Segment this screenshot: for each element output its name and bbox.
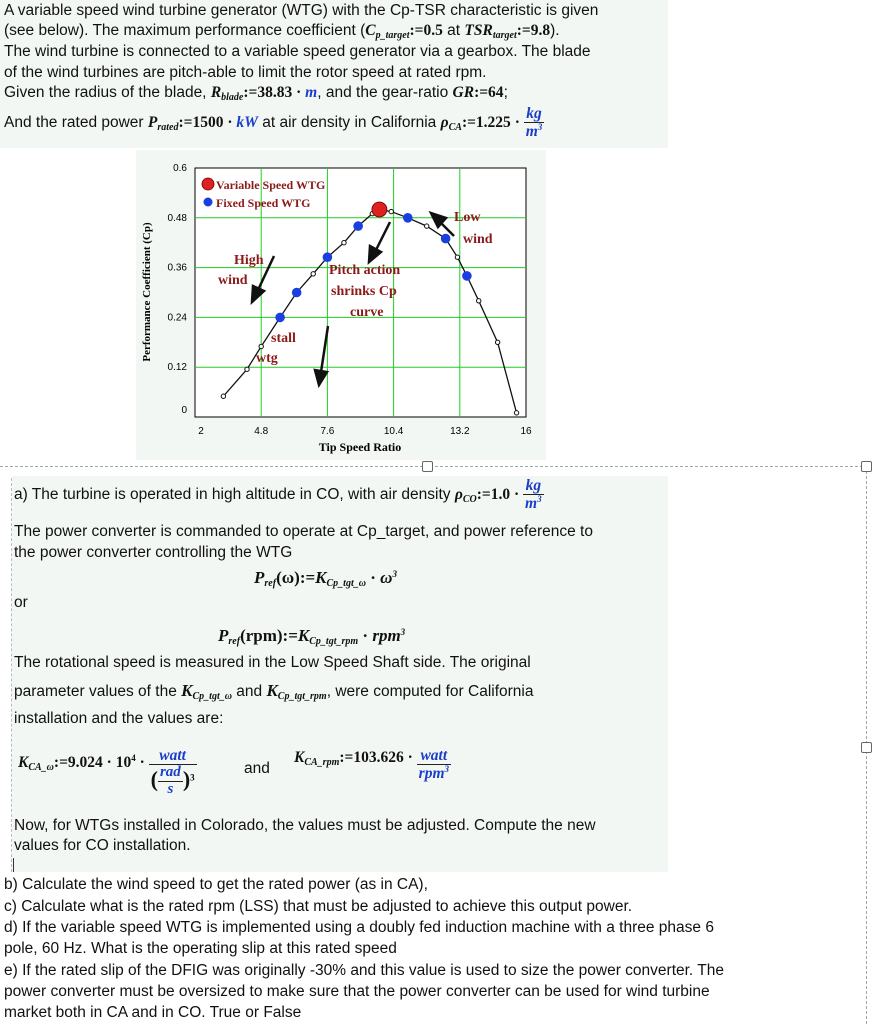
legend-variable-marker	[202, 178, 214, 190]
fixed-speed-point	[323, 252, 333, 262]
annotation-high-wind: High wind	[218, 253, 264, 288]
question-c: c) Calculate what is the rated rpm (LSS) that must be adjusted to achieve this output power.	[4, 898, 633, 915]
cp-curve-point	[477, 299, 481, 303]
rho-ca-expression: $\rho_{CA}:=1.225$ · $\frac{kg}{m^3}$	[440, 105, 543, 141]
kca-omega-expression: $K_{CA\_\omega}:=9.024 \cdot 10^4$ · watt ( $\frac{\text{rad}}{s}$ )$^3$	[18, 747, 195, 798]
rated-power-expression: $P_{rated}:=1500$ · kW	[147, 114, 258, 133]
annotation-low-wind: Low wind	[454, 210, 493, 247]
intro-line-6: And the rated power $P_{rated}:=1500$ · kW at air density in California $\rho_{CA}:=1.225$ · $\frac{kg}{m^3}$	[4, 105, 543, 141]
cp-curve-point	[342, 241, 346, 245]
region-resize-handle-right[interactable]	[861, 742, 872, 753]
question-e-line-1: e) If the rated slip of the DFIG was originally -30% and this value is used to size the power converter. The	[4, 962, 724, 979]
intro-line-5: Given the radius of the blade, $R_{blade}:=38.83 \cdot m$, and the gear-ratio GR:=64;	[4, 84, 508, 103]
legend-fixed-label: Fixed Speed WTG	[216, 196, 311, 210]
part-a-or: or	[14, 594, 28, 611]
variable-speed-point	[372, 202, 387, 217]
cp-curve-point	[245, 367, 249, 371]
part-a-line-6: installation and the values are:	[14, 710, 224, 727]
cp-curve-point	[455, 255, 459, 259]
region-resize-handle-top[interactable]	[422, 461, 433, 472]
fixed-speed-point	[353, 221, 363, 231]
cp-curve-point	[259, 344, 263, 348]
fixed-speed-point	[275, 313, 285, 323]
cp-curve-point	[311, 272, 315, 276]
cp-target-expression: $C_{p\_target}:=0.5$	[365, 22, 443, 41]
intro-line-3: The wind turbine is connected to a variable speed generator via a gearbox. The blade	[4, 43, 591, 60]
equation-pref-omega: $P_{ref}(\omega):=K_{Cp\_tgt\_\omega} \cdot \omega^3$	[254, 568, 397, 589]
annotation-pitch-action: Pitch action shrinks Cp curve	[329, 263, 401, 320]
part-a-line-2: The power converter is commanded to operate at Cp_target, and power reference to	[14, 523, 593, 540]
intro-line-1: A variable speed wind turbine generator (WTG) with the Cp-TSR characteristic is given	[4, 2, 599, 19]
y-tick-label: 0.48	[167, 212, 187, 224]
y-tick-label: 0	[181, 405, 187, 416]
cp-curve-point	[514, 411, 518, 415]
x-tick-label: 7.6	[320, 426, 335, 437]
fixed-speed-point	[292, 288, 302, 298]
part-a-line-7: Now, for WTGs installed in Colorado, the values must be adjusted. Compute the new	[14, 817, 596, 834]
cp-curve-point	[425, 224, 429, 228]
part-a-line-8: values for CO installation.	[14, 837, 191, 854]
y-tick-label: 0.36	[167, 262, 187, 274]
x-axis-label: Tip Speed Ratio	[318, 440, 402, 454]
x-tick-label: 13.2	[450, 426, 470, 437]
kca-rpm-expression: $K_{CA\_rpm}:=103.626$ · $\frac{\text{watt}}{rpm^3}$	[294, 747, 449, 783]
question-d-line-2: pole, 60 Hz. What is the operating slip at this rated speed	[4, 940, 397, 957]
cp-curve-point	[495, 340, 499, 344]
y-axis-label: Performance Coefficient (Cp)	[141, 222, 153, 362]
intro-line-2: (see below). The maximum performance coefficient ($C_{p\_target}:=0.5$ at $TSR_{target}:=9.8$).	[4, 22, 560, 41]
cp-tsr-chart-svg	[136, 150, 546, 460]
rho-co-expression: $\rho_{CO}:=1.0$ · $\frac{kg}{m^3}$	[454, 477, 542, 513]
y-tick-label: 0.6	[173, 163, 187, 174]
x-tick-label: 4.8	[254, 426, 269, 437]
intro-at: at	[442, 22, 465, 39]
question-b: b) Calculate the wind speed to get the rated power (as in CA),	[4, 876, 428, 893]
y-tick-label: 0.12	[167, 362, 187, 374]
kcp-rpm-symbol: $K_{Cp\_tgt\_rpm}$	[266, 681, 327, 702]
region-resize-handle-top-right[interactable]	[861, 461, 872, 472]
x-tick-label: 2	[198, 426, 204, 437]
annotation-stall-wtg: stall wtg	[256, 331, 296, 366]
text-cursor	[13, 858, 14, 872]
x-tick-label: 16	[520, 426, 532, 437]
blade-radius-expression: $R_{blade}:=38.83 \cdot m$	[210, 84, 318, 103]
fixed-speed-point	[441, 234, 451, 244]
intro-line-4: of the wind turbines are pitch-able to limit the rotor speed at rated rpm.	[4, 64, 487, 81]
kca-and: and	[244, 760, 270, 777]
legend-fixed-marker	[204, 198, 213, 207]
legend-variable-label: Variable Speed WTG	[216, 178, 326, 192]
region-separator	[0, 466, 868, 467]
fixed-speed-point	[403, 213, 413, 223]
question-e-line-3: market both in CA and in CO. True or False	[4, 1004, 302, 1021]
cp-curve-point	[389, 209, 393, 213]
intro-line-2-pre: (see below). The maximum performance coefficient (	[4, 22, 366, 39]
x-tick-label: 10.4	[383, 426, 404, 437]
question-d-line-1: d) If the variable speed WTG is implemented using a doubly fed induction machine with a three phase 6	[4, 919, 714, 936]
part-a-left-border	[11, 478, 12, 872]
cp-curve-point	[221, 394, 225, 398]
part-a-line-4: The rotational speed is measured in the Low Speed Shaft side. The original	[14, 654, 531, 671]
kcp-omega-symbol: $K_{Cp\_tgt\_\omega}$	[181, 681, 232, 702]
part-a-line-3: the power converter controlling the WTG	[14, 544, 293, 561]
part-a-line-1: a) The turbine is operated in high altitude in CO, with air density $\rho_{CO}:=1.0$ · $\frac{kg}{m^3}$	[14, 477, 542, 513]
equation-pref-rpm: $P_{ref}(rpm):=K_{Cp\_tgt\_rpm} \cdot rpm^3$	[218, 626, 406, 647]
cp-tsr-chart	[136, 150, 546, 460]
part-a-line-5: parameter values of the $K_{Cp\_tgt\_\omega}$ and $K_{Cp\_tgt\_rpm}$, were computed for California	[14, 681, 534, 702]
gear-ratio-expression: GR:=64	[452, 84, 504, 101]
question-e-line-2: power converter must be oversized to make sure that the power converter can be used for wind turbine	[4, 983, 710, 1000]
y-tick-label: 0.24	[167, 312, 187, 324]
fixed-speed-point	[462, 271, 472, 281]
tsr-target-expression: $TSR_{target}:=9.8$	[464, 22, 551, 41]
